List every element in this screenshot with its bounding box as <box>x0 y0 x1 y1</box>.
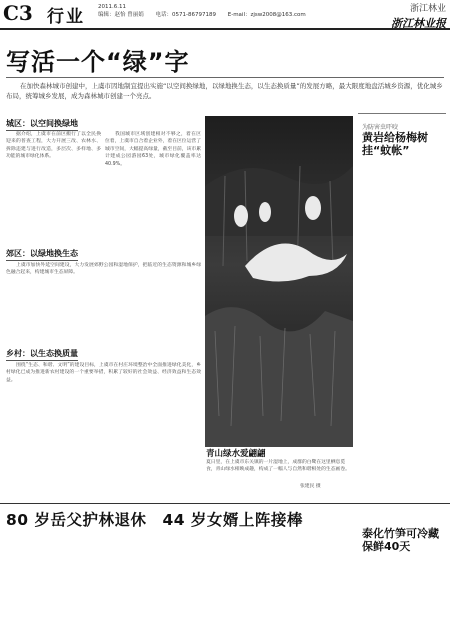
masthead <box>391 1 446 31</box>
article-title: 写活一个“绿”字 <box>6 48 190 76</box>
article-lead: 在加快森林城市创建中，上虞市因地制宜提出实施“以空间换绿地，以绿地换生态，以生态换质量”的发展方略，最大限度地盘活城乡资源，优化城乡布局，统筹城乡发展，成为森林城市创建一个亮点。 <box>6 82 443 100</box>
bottom-divider <box>0 503 450 504</box>
title-divider <box>6 77 444 78</box>
section-body-urban-1: 据介绍，上虞市在前区搬行了以全民换迎来的普查工程，大力开展三改、农林水、拆除违建与进行改造，多层次、多样地、多功能的城市绿化体系。 <box>6 132 101 160</box>
phone: 电话：0571-86797189 <box>155 12 216 18</box>
region-label: 浙江林业 <box>409 4 446 14</box>
sidebar-title-2: 泰化竹笋可冷藏保鲜40天 <box>362 527 439 553</box>
section-heading-suburb: 郊区：以绿地换生态 <box>6 248 78 261</box>
bottom-article-title: 80 岁岳父护林退休 44 岁女婿上阵接棒 <box>6 511 303 529</box>
sidebar-title: 黄岩给杨梅树挂“蚊帐” <box>362 131 428 157</box>
paper-name: 浙江林业报 <box>391 17 446 30</box>
section-heading-village: 乡村：以生态换质量 <box>6 348 78 361</box>
photo-credit: 张建民 摄 <box>300 484 321 489</box>
section-body-urban-2: 我国城市区域创建相对不够之，着在区位着，上虞市自合着企业外，着在区位运营了城市空间，大幅提高绿量，截至目前，该市累计建成公园游园63处，城市绿化覆盖率达40.9%。 <box>105 132 201 167</box>
email: E-mail：zjsw2008@163.com <box>227 12 306 18</box>
egret-photo <box>205 116 353 447</box>
page-code: C3 <box>3 1 33 25</box>
header-meta <box>98 3 316 19</box>
issue-date: 2011.6.11 <box>98 4 126 10</box>
section-heading-urban: 城区：以空间换绿地 <box>6 118 78 131</box>
section-body-village: 围绕“生态、和谐、文明”的建设目标，上虞市在村庄环境整治中全面推进绿化美化，乡村绿化已成为推进新农村建设的一个重要举措，积累了较好的社会效益、经济效益和生态效益。 <box>6 363 201 383</box>
egret-photo-image <box>205 116 353 447</box>
photo-caption: 青山绿水爱翩翩 <box>206 449 266 459</box>
section-name: 行业 <box>47 7 85 27</box>
photo-description: 夏日里，在上虞市东关镇的一片湿地上，成群的白鹭在这里栖息觅食，青山绿水相映成趣，构成了一幅人与自然和谐相处的生态画卷。 <box>206 460 350 473</box>
sidebar-divider <box>358 113 446 114</box>
sidebar-kicker: 为防害虫吓咬 <box>362 124 399 131</box>
page-header <box>0 0 450 30</box>
editors: 编辑：赵怡 曾丽娟 <box>98 12 144 18</box>
section-body-suburb: 上虞市加快外延空间建设，大力发展郊野公园和湿地保护，把临近的生态资源和城乡绿色融合起来，构建城市生态屏障。 <box>6 263 201 276</box>
